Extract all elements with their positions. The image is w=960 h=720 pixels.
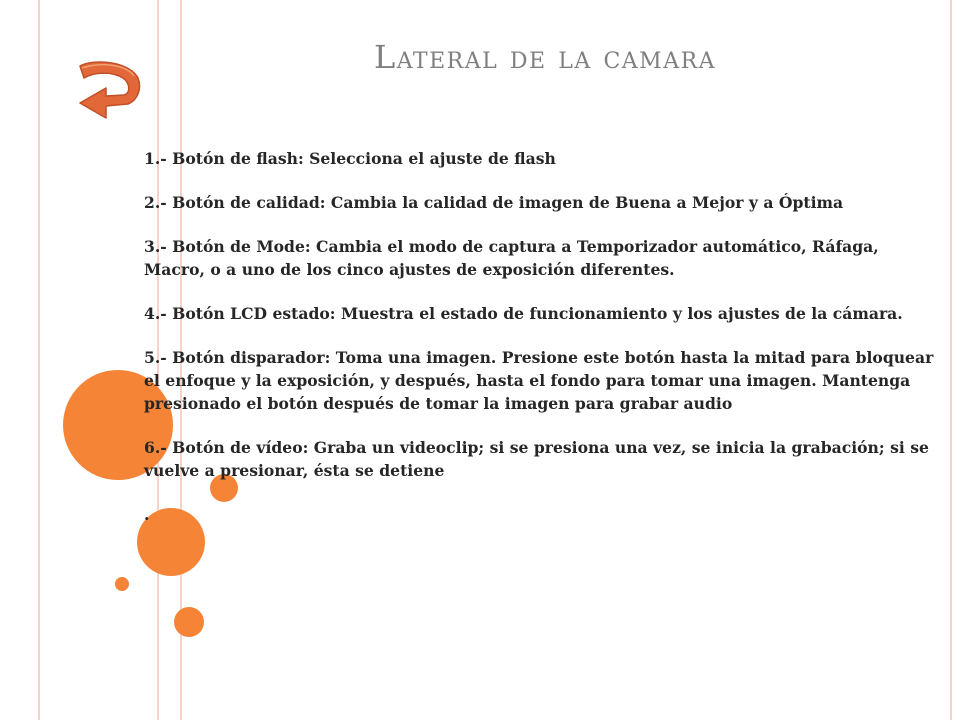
decor-circle-small-2 (174, 607, 204, 637)
curved-return-arrow-icon[interactable] (80, 62, 140, 118)
list-item-video: 6.- Botón de vídeo: Graba un videoclip; si se presiona una vez, se inicia la grabación; si se vuelve a presionar, ésta se detiene (144, 438, 929, 480)
list-item-flash: 1.- Botón de flash: Selecciona el ajuste de flash (144, 149, 556, 168)
list-item-lcd: 4.- Botón LCD estado: Muestra el estado de funcionamiento y los ajustes de la cámara. (144, 304, 903, 323)
list-item-disparador: 5.- Botón disparador: Toma una imagen. Presione este botón hasta la mitad para bloquear el enfoque y la exposición, y después, hasta el fondo para tomar una imagen. Mantenga presionado el botón después de tomar la imagen para grabar audio (144, 348, 934, 413)
slide-title: Lateral de la camara (374, 38, 717, 76)
list-item-end-dot: . (144, 505, 150, 524)
list-item-mode: 3.- Botón de Mode: Cambia el modo de captura a Temporizador automático, Ráfaga, Macro, o a uno de los cinco ajustes de exposición diferentes. (144, 237, 879, 279)
content-list (144, 147, 934, 526)
decor-circle-tiny (115, 577, 129, 591)
list-item-calidad: 2.- Botón de calidad: Cambia la calidad de imagen de Buena a Mejor y a Óptima (144, 193, 844, 212)
